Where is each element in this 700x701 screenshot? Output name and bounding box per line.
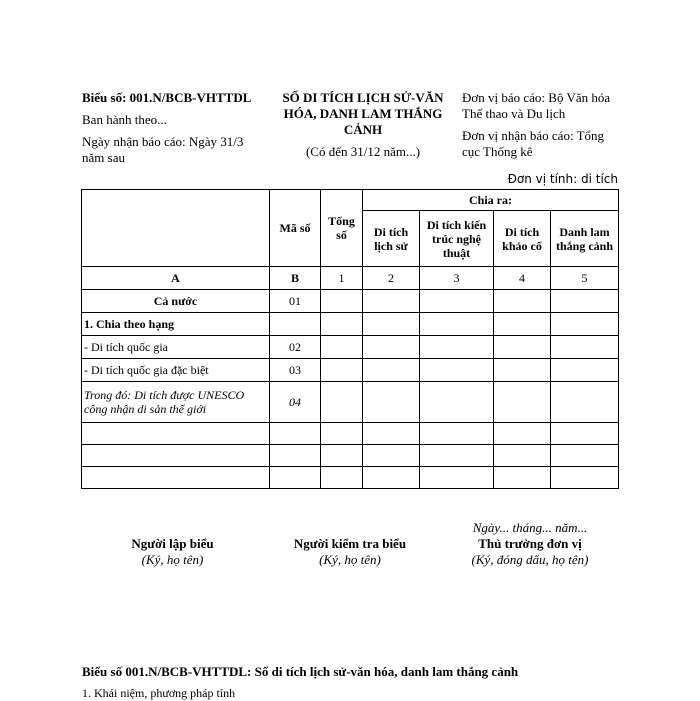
table-row — [82, 467, 619, 489]
data-cell — [321, 359, 363, 382]
data-cell — [321, 467, 363, 489]
data-cell — [363, 423, 420, 445]
head-note: (Ký, đóng dấu, họ tên) — [471, 552, 589, 567]
header-left — [82, 90, 267, 172]
preparer-title: Người lập biểu — [131, 536, 214, 551]
head-title: Thủ trưởng đơn vị — [478, 536, 582, 551]
row-label: - Di tích quốc gia đặc biệt — [82, 359, 270, 382]
data-cell — [363, 336, 420, 359]
data-cell — [420, 382, 494, 423]
row-code — [270, 467, 321, 489]
index-cell: 5 — [551, 267, 619, 290]
data-cell — [363, 382, 420, 423]
subcol-landscape: Danh lam thắng cảnh — [551, 211, 619, 267]
row-code: 03 — [270, 359, 321, 382]
data-cell — [363, 290, 420, 313]
issued-by: Ban hành theo... — [82, 112, 167, 127]
row-code: 02 — [270, 336, 321, 359]
unit-of-measure: Đơn vị tính: di tích — [507, 172, 618, 186]
receiving-unit: Đơn vị nhận báo cáo: Tổng cục Thống kê — [462, 128, 605, 159]
header-right — [462, 90, 620, 166]
row-label — [82, 423, 270, 445]
subcol-architectural: Di tích kiến trúc nghệ thuật — [420, 211, 494, 267]
row-code — [270, 445, 321, 467]
receive-date: Ngày nhận báo cáo: Ngày 31/3 năm sau — [82, 134, 244, 165]
index-cell: A — [82, 267, 270, 290]
data-cell — [420, 359, 494, 382]
index-row — [82, 267, 619, 290]
checker-title: Người kiểm tra biểu — [293, 536, 407, 551]
data-cell — [494, 313, 551, 336]
row-code: 01 — [270, 290, 321, 313]
data-cell — [363, 467, 420, 489]
table-row — [82, 336, 619, 359]
index-cell: B — [270, 267, 321, 290]
footer-section: 1. Khái niệm, phương pháp tính — [82, 686, 236, 700]
subcol-historical: Di tích lịch sử — [363, 211, 420, 267]
header-row-1 — [82, 190, 619, 211]
subcol-archaeological: Di tích khảo cổ — [494, 211, 551, 267]
data-cell — [420, 313, 494, 336]
data-cell — [551, 359, 619, 382]
form-number: Biểu số: 001.N/BCB-VHTTDL — [82, 90, 252, 105]
checker-note: (Ký, họ tên) — [319, 552, 381, 567]
header-center — [272, 90, 454, 160]
row-label: 1. Chia theo hạng — [82, 313, 270, 336]
table-row — [82, 423, 619, 445]
data-cell — [494, 467, 551, 489]
data-cell — [494, 423, 551, 445]
table-row — [82, 445, 619, 467]
table-row — [82, 290, 619, 313]
col-total-header: Tổng số — [321, 190, 363, 267]
data-cell — [321, 313, 363, 336]
data-cell — [551, 290, 619, 313]
row-code: 04 — [270, 382, 321, 423]
signature-checker — [280, 536, 420, 568]
row-code — [270, 313, 321, 336]
index-cell: 4 — [494, 267, 551, 290]
data-cell — [494, 336, 551, 359]
col-code-header: Mã số — [270, 190, 321, 267]
preparer-note: (Ký, họ tên) — [141, 552, 204, 567]
table-row — [82, 359, 619, 382]
data-cell — [363, 445, 420, 467]
signature-preparer — [105, 536, 240, 568]
data-cell — [420, 290, 494, 313]
row-label — [82, 445, 270, 467]
row-label: - Di tích quốc gia — [82, 336, 270, 359]
data-cell — [321, 336, 363, 359]
footer-title: Biểu số 001.N/BCB-VHTTDL: Số di tích lịch sử-văn hóa, danh lam thắng cảnh — [82, 664, 519, 679]
report-period: (Có đến 31/12 năm...) — [305, 144, 421, 159]
data-cell — [551, 467, 619, 489]
data-cell — [321, 423, 363, 445]
col-split-header: Chia ra: — [363, 190, 619, 211]
table-row — [82, 313, 619, 336]
data-cell — [363, 359, 420, 382]
row-label: Cả nước — [82, 290, 270, 313]
data-cell — [420, 467, 494, 489]
row-code — [270, 423, 321, 445]
date-line: Ngày... tháng... năm... — [472, 520, 588, 535]
data-cell — [551, 423, 619, 445]
data-cell — [551, 336, 619, 359]
report-table — [81, 189, 619, 489]
data-cell — [551, 445, 619, 467]
index-cell: 2 — [363, 267, 420, 290]
row-label — [82, 467, 270, 489]
data-cell — [321, 445, 363, 467]
data-cell — [363, 313, 420, 336]
data-cell — [494, 382, 551, 423]
data-cell — [321, 382, 363, 423]
data-cell — [551, 382, 619, 423]
data-cell — [551, 313, 619, 336]
header-label-cell — [82, 190, 270, 267]
signature-head — [455, 520, 605, 568]
report-title: SỐ DI TÍCH LỊCH SỬ-VĂN HÓA, DANH LAM THẮNG CẢNH — [282, 90, 444, 137]
data-cell — [420, 445, 494, 467]
row-label: Trong đó: Di tích được UNESCO công nhận di sản thế giới — [82, 382, 270, 423]
data-cell — [420, 336, 494, 359]
data-cell — [494, 445, 551, 467]
data-cell — [420, 423, 494, 445]
data-cell — [494, 290, 551, 313]
data-cell — [321, 290, 363, 313]
reporting-unit: Đơn vị báo cáo: Bộ Văn hóa Thể thao và Du lịch — [462, 90, 611, 121]
data-cell — [494, 359, 551, 382]
table-row — [82, 382, 619, 423]
index-cell: 1 — [321, 267, 363, 290]
index-cell: 3 — [420, 267, 494, 290]
